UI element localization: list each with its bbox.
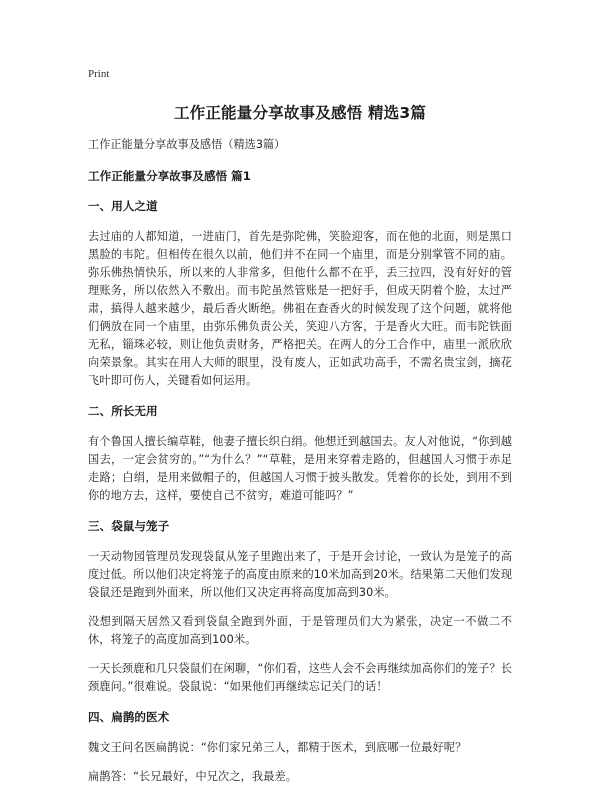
paragraph: 一天长颈鹿和几只袋鼠们在闲聊，“你们看，这些人会不会再继续加高你们的笼子？长颈鹿问。”很难说。袋鼠说：“如果他们再继续忘记关门的话！ (88, 662, 512, 693)
section-title-2: 二、所长无用 (88, 404, 158, 418)
document-title: 工作正能量分享故事及感悟 精选3篇 (173, 104, 427, 122)
paragraph: 没想到隔天居然又看到袋鼠全跑到外面，于是管理员们大为紧张，决定一不做二不休，将笼子的高度加高到100米。 (88, 615, 512, 646)
paragraph: 一天动物园管理员发现袋鼠从笼子里跑出来了，于是开会讨论，一致认为是笼子的高度过低。所以他们决定将笼子的高度由原来的10米加高到20米。结果第二天他们发现袋鼠还是跑到外面来，所以他们又决定再将高度加高到30米。 (88, 550, 512, 599)
section-title-3: 三、袋鼠与笼子 (88, 519, 170, 533)
section-title-1: 一、用人之道 (88, 199, 158, 213)
article-heading: 工作正能量分享故事及感悟 篇1 (88, 169, 251, 183)
print-label: Print (88, 68, 110, 80)
paragraph: 有个鲁国人擅长编草鞋，他妻子擅长织白绢。他想迁到越国去。友人对他说，“你到越国去，一定会贫穷的。”“为什么？”“草鞋，是用来穿着走路的，但越国人习惯于赤足走路；白绢，是用来做帽子的，但越国人习惯于披头散发。凭着你的长处，到用不到你的地方去，这样，要使自己不贫穷，难道可能吗？” (88, 435, 512, 502)
paragraph: 魏文王问名医扁鹊说：“你们家兄弟三人，都精于医术，到底哪一位最好呢？ (88, 741, 467, 754)
section-title-4: 四、扁鹊的医术 (88, 710, 170, 724)
paragraph: 去过庙的人都知道，一进庙门，首先是弥陀佛，笑脸迎客，而在他的北面，则是黑口黑脸的韦陀。但相传在很久以前，他们并不在同一个庙里，而是分别掌管不同的庙。弥乐佛热情快乐，所以来的人非常多，但他什么都不在乎，丢三拉四，没有好好的管理账务，所以依然入不敷出。而韦陀虽然管账是一把好手，但成天阴着个脸，太过严肃，搞得人越来越少，最后香火断绝。佛祖在查香火的时候发现了这个问题，就将他们俩放在同一个庙里，由弥乐佛负责公关，笑迎八方客，于是香火大旺。而韦陀铁面无私，锱珠必较，则让他负责财务，严格把关。在两人的分工合作中，庙里一派欣欣向荣景象。其实在用人大师的眼里，没有废人，正如武功高手，不需名贵宝剑，摘花飞叶即可伤人，关键看如何运用。 (88, 230, 512, 387)
document-subtitle: 工作正能量分享故事及感悟（精选3篇） (88, 138, 286, 151)
paragraph: 扁鹊答：“长兄最好，中兄次之，我最差。 (88, 770, 298, 783)
